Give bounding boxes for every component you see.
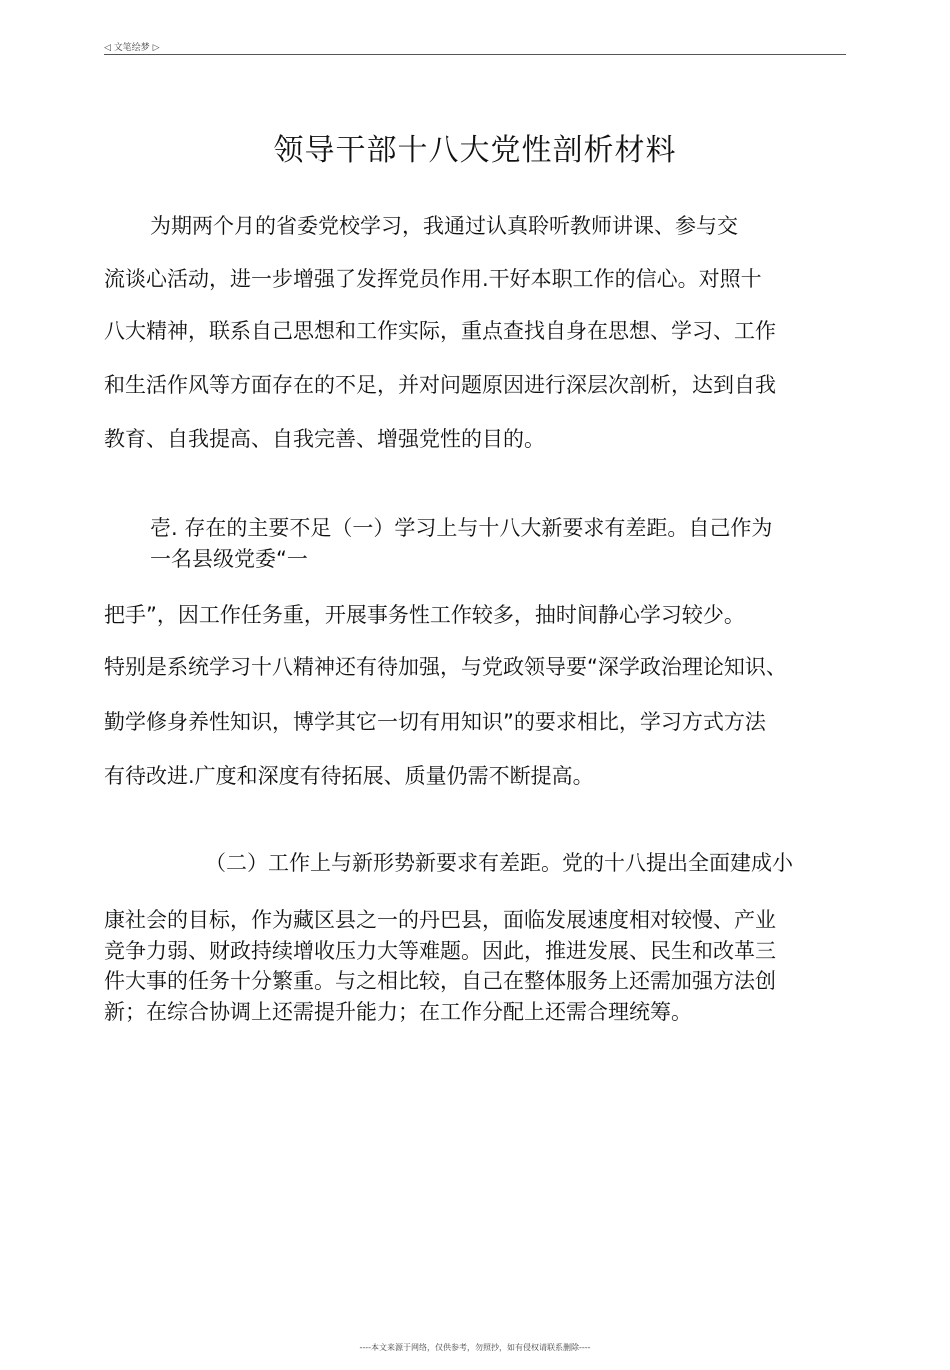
paragraph-line: 流谈心活动，进一步增强了发挥党员作用.干好本职工作的信心。对照十 [104, 267, 762, 291]
paragraph-line: 把手”，因工作任务重，开展事务性工作较多，抽时间静心学习较少。 [104, 603, 745, 627]
paragraph-line: 和生活作风等方面存在的不足，并对问题原因进行深层次剖析，达到自我 [104, 373, 776, 397]
paragraph-line: 教育、自我提高、自我完善、增强党性的目的。 [104, 427, 545, 451]
document-title: 领导干部十八大党性剖析材料 [273, 133, 677, 168]
paragraph-line: 壱. 存在的主要不足（一）学习上与十八大新要求有差距。自己作为 [150, 516, 773, 540]
paragraph-line: 一名县级党委“一 [150, 547, 308, 571]
paragraph-line: 新；在综合协调上还需提升能力；在工作分配上还需合理统筹。 [104, 1000, 692, 1024]
paragraph-line: 件大事的任务十分繁重。与之相比较，自己在整体服务上还需加强方法创 [104, 969, 776, 993]
paragraph-line: 为期两个月的省委党校学习，我通过认真聆听教师讲课、参与交 [150, 214, 738, 238]
paragraph-line: 竞争力弱、财政持续增收压力大等难题。因此，推进发展、民生和改革三 [104, 939, 776, 963]
paragraph-line: （二）工作上与新形势新要求有差距。党的十八提出全面建成小 [205, 851, 793, 875]
paragraph-line: 有待改进.广度和深度有待拓展、质量仍需不断提高。 [104, 764, 594, 788]
header-text: ◁ 文笔绘梦 ▷ [104, 43, 160, 53]
footer-disclaimer: ----本文来源于网络，仅供参考，勿照抄，如有侵权请联系删除---- [359, 1343, 591, 1352]
paragraph-line: 勤学修身养性知识，博学其它一切有用知识”的要求相比，学习方式方法 [104, 710, 766, 734]
header-rule [104, 54, 846, 55]
paragraph-line: 特别是系统学习十八精神还有待加强，与党政领导要“深学政治理论知识、 [104, 655, 787, 679]
paragraph-line: 康社会的目标，作为藏区县之一的丹巴县，面临发展速度相对较慢、产业 [104, 908, 776, 932]
paragraph-line: 八大精神，联系自己思想和工作实际，重点查找自身在思想、学习、工作 [104, 319, 776, 343]
